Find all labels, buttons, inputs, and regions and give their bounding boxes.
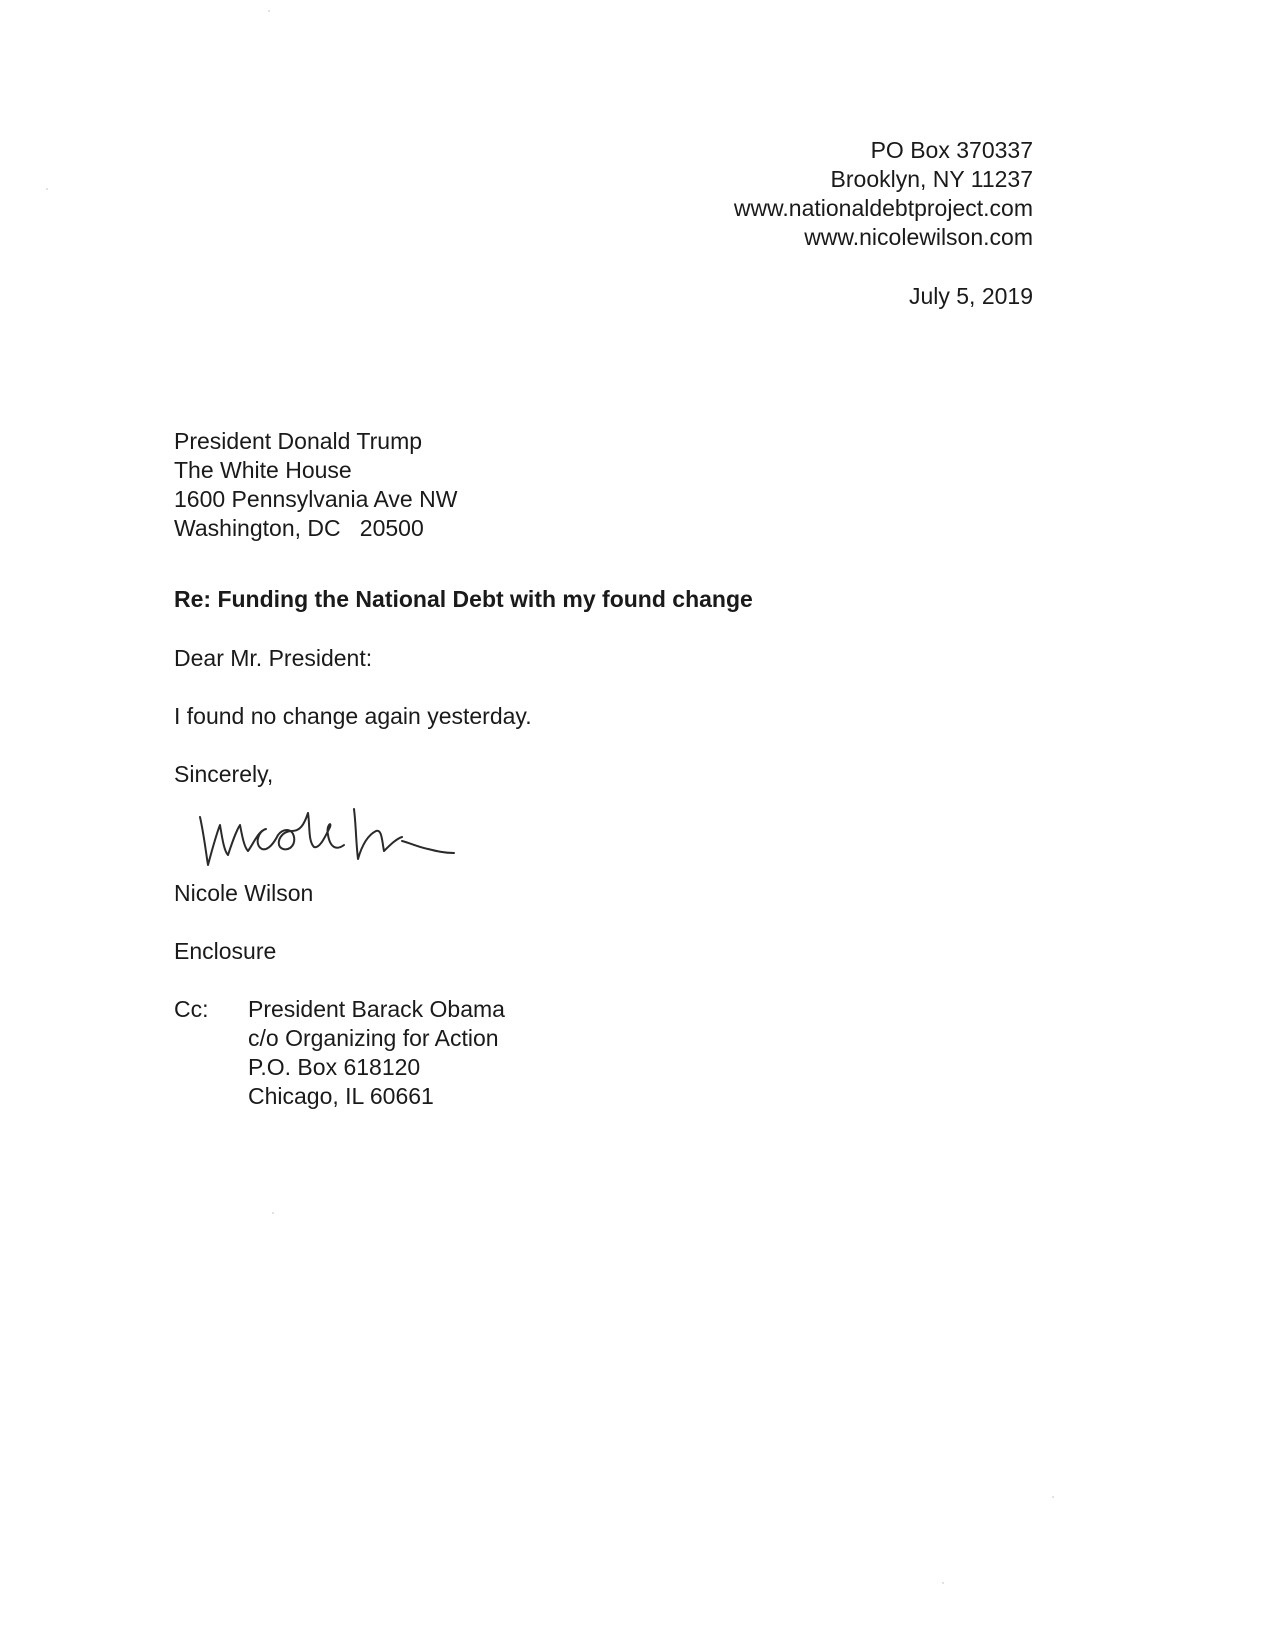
cc-label: Cc: (174, 996, 209, 1022)
letter-body: I found no change again yesterday. (174, 703, 532, 729)
signer-name: Nicole Wilson (174, 880, 314, 906)
scan-speck (942, 1582, 944, 1584)
cc-name: President Barack Obama (248, 996, 505, 1022)
recipient-organization: The White House (174, 457, 352, 483)
scan-speck (272, 1212, 274, 1214)
recipient-address-block (174, 427, 457, 543)
closing: Sincerely, (174, 761, 274, 787)
sender-city-state-zip: Brooklyn, NY 11237 (830, 166, 1033, 192)
scan-speck (268, 10, 270, 12)
sender-website-personal: www.nicolewilson.com (804, 224, 1033, 250)
recipient-street: 1600 Pennsylvania Ave NW (174, 486, 458, 512)
recipient-name: President Donald Trump (174, 428, 423, 454)
scan-speck (46, 188, 48, 190)
recipient-city-state-zip: Washington, DC 20500 (174, 515, 424, 541)
letter-date: July 5, 2019 (908, 283, 1033, 309)
subject-line: Re: Funding the National Debt with my found change (174, 586, 753, 612)
scan-speck (1052, 1496, 1054, 1498)
sender-address-block (734, 136, 1033, 252)
handwritten-signature (196, 795, 466, 875)
salutation: Dear Mr. President: (174, 645, 373, 671)
enclosure-notation: Enclosure (174, 938, 277, 964)
cc-po-box: P.O. Box 618120 (248, 1054, 421, 1080)
sender-po-box: PO Box 370337 (870, 137, 1033, 163)
sender-website-national-debt: www.nationaldebtproject.com (733, 195, 1033, 221)
cc-organization: c/o Organizing for Action (248, 1025, 499, 1051)
cc-address-block (248, 995, 505, 1111)
cc-city-state-zip: Chicago, IL 60661 (248, 1083, 434, 1109)
